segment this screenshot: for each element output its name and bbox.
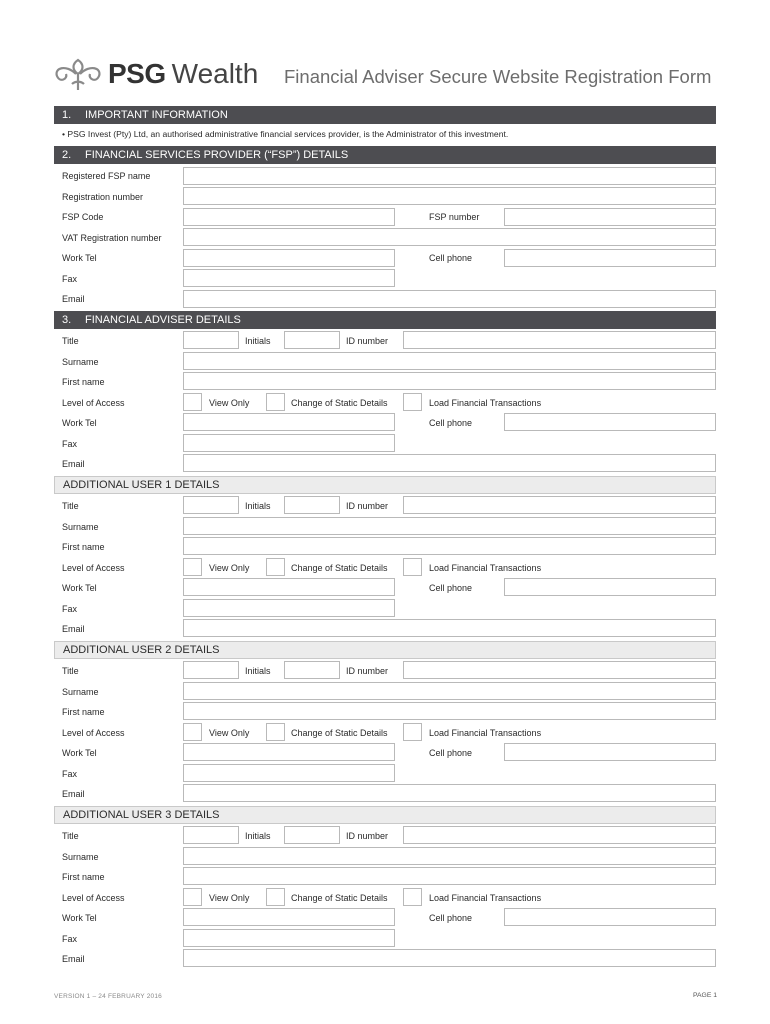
user3-title-field[interactable] bbox=[183, 826, 239, 844]
fsp-cell-phone-field[interactable] bbox=[504, 249, 716, 267]
user1-label-work-tel: Work Tel bbox=[62, 583, 97, 593]
section-number: 2. bbox=[62, 149, 72, 161]
user1-surname-field[interactable] bbox=[183, 517, 716, 535]
registration-number-field[interactable] bbox=[183, 187, 716, 205]
user1-id-number-field[interactable] bbox=[403, 496, 716, 514]
adviser-label-change-static: Change of Static Details bbox=[291, 397, 388, 408]
user1-label-load-transactions: Load Financial Transactions bbox=[429, 562, 542, 573]
adviser-label-cell-phone: Cell phone bbox=[429, 418, 473, 428]
adviser-first-name-field[interactable] bbox=[183, 372, 716, 390]
adviser-label-load-transactions: Load Financial Transactions bbox=[429, 397, 542, 408]
user2-view-only-checkbox[interactable] bbox=[183, 723, 202, 741]
adviser-label-surname: Surname bbox=[62, 356, 99, 367]
adviser-label-email: Email bbox=[62, 459, 85, 469]
user3-label-surname: Surname bbox=[62, 851, 99, 862]
user2-first-name-field[interactable] bbox=[183, 702, 716, 720]
user3-label-initials: Initials bbox=[245, 831, 271, 841]
user3-load-transactions-checkbox[interactable] bbox=[403, 888, 422, 906]
label-work-tel: Work Tel bbox=[62, 253, 97, 263]
adviser-title-field[interactable] bbox=[183, 331, 239, 349]
user3-label-level-of-access: Level of Access bbox=[62, 892, 125, 903]
label-fax: Fax bbox=[62, 274, 78, 284]
user2-label-initials: Initials bbox=[245, 666, 271, 676]
user3-label-title: Title bbox=[62, 831, 79, 841]
adviser-label-initials: Initials bbox=[245, 336, 271, 346]
adviser-label-view-only: View Only bbox=[209, 397, 250, 408]
label-email: Email bbox=[62, 294, 85, 304]
user2-surname-field[interactable] bbox=[183, 682, 716, 700]
label-vat-registration-number: VAT Registration number bbox=[62, 233, 162, 243]
section-fsp-details bbox=[54, 146, 716, 164]
adviser-label-fax: Fax bbox=[62, 438, 78, 449]
user2-label-fax: Fax bbox=[62, 768, 78, 779]
user2-label-surname: Surname bbox=[62, 686, 99, 697]
user2-label-view-only: View Only bbox=[209, 727, 250, 738]
adviser-label-title: Title bbox=[62, 336, 79, 346]
psg-emblem-icon bbox=[52, 54, 106, 94]
fsp-number-field[interactable] bbox=[504, 208, 716, 226]
section-important-information bbox=[54, 106, 716, 124]
user1-work-tel-field[interactable] bbox=[183, 578, 395, 596]
user1-cell-phone-field[interactable] bbox=[504, 578, 716, 596]
user2-label-load-transactions: Load Financial Transactions bbox=[429, 727, 542, 738]
adviser-id-number-field[interactable] bbox=[403, 331, 716, 349]
user3-cell-phone-field[interactable] bbox=[504, 908, 716, 926]
page-number: PAGE 1 bbox=[693, 992, 718, 999]
user3-label-first-name: First name bbox=[62, 872, 105, 882]
adviser-label-level-of-access: Level of Access bbox=[62, 397, 125, 408]
user1-label-level-of-access: Level of Access bbox=[62, 562, 125, 573]
user3-label-fax: Fax bbox=[62, 933, 78, 944]
label-fsp-number: FSP number bbox=[429, 212, 480, 222]
user3-label-load-transactions: Load Financial Transactions bbox=[429, 892, 542, 903]
user3-email-field[interactable] bbox=[183, 949, 716, 967]
user2-label-cell-phone: Cell phone bbox=[429, 748, 473, 758]
user3-fax-field[interactable] bbox=[183, 929, 395, 947]
section-number: 3. bbox=[62, 314, 72, 326]
label-registration-number: Registration number bbox=[62, 192, 144, 202]
adviser-work-tel-field[interactable] bbox=[183, 413, 395, 431]
adviser-label-first-name: First name bbox=[62, 377, 105, 387]
user2-label-change-static: Change of Static Details bbox=[291, 727, 388, 738]
user3-label-work-tel: Work Tel bbox=[62, 913, 97, 923]
user1-label-change-static: Change of Static Details bbox=[291, 562, 388, 573]
user3-first-name-field[interactable] bbox=[183, 867, 716, 885]
label-cell-phone: Cell phone bbox=[429, 253, 473, 263]
user2-fax-field[interactable] bbox=[183, 764, 395, 782]
user2-load-transactions-checkbox[interactable] bbox=[403, 723, 422, 741]
important-info-text: • PSG Invest (Pty) Ltd, an authorised administrative financial services provider, is the Administrator of this investment. bbox=[62, 129, 509, 139]
user3-label-cell-phone: Cell phone bbox=[429, 913, 473, 923]
user3-view-only-checkbox[interactable] bbox=[183, 888, 202, 906]
user1-change-static-checkbox[interactable] bbox=[266, 558, 285, 576]
brand-wealth: Wealth bbox=[171, 58, 259, 89]
user1-first-name-field[interactable] bbox=[183, 537, 716, 555]
user1-label-title: Title bbox=[62, 501, 79, 511]
user1-label-fax: Fax bbox=[62, 603, 78, 614]
fsp-work-tel-field[interactable] bbox=[183, 249, 395, 267]
vat-registration-number-field[interactable] bbox=[183, 228, 716, 246]
user1-label-id-number: ID number bbox=[346, 501, 389, 511]
section-title: IMPORTANT INFORMATION bbox=[85, 109, 228, 121]
user3-label-email: Email bbox=[62, 954, 85, 964]
user2-label-title: Title bbox=[62, 666, 79, 676]
user3-id-number-field[interactable] bbox=[403, 826, 716, 844]
user3-label-view-only: View Only bbox=[209, 892, 250, 903]
user3-surname-field[interactable] bbox=[183, 847, 716, 865]
user1-label-cell-phone: Cell phone bbox=[429, 583, 473, 593]
brand-psg: PSG bbox=[108, 58, 166, 89]
user2-cell-phone-field[interactable] bbox=[504, 743, 716, 761]
user2-change-static-checkbox[interactable] bbox=[266, 723, 285, 741]
user1-email-field[interactable] bbox=[183, 619, 716, 637]
user1-label-view-only: View Only bbox=[209, 562, 250, 573]
user1-title-field[interactable] bbox=[183, 496, 239, 514]
psg-logo bbox=[52, 54, 258, 94]
user1-initials-field[interactable] bbox=[284, 496, 340, 514]
fsp-fax-field[interactable] bbox=[183, 269, 395, 287]
adviser-surname-field[interactable] bbox=[183, 352, 716, 370]
user1-label-surname: Surname bbox=[62, 521, 99, 532]
section-title: FINANCIAL SERVICES PROVIDER (“FSP”) DETAILS bbox=[85, 149, 349, 161]
section-financial-adviser-details bbox=[54, 311, 716, 329]
user2-title-field[interactable] bbox=[183, 661, 239, 679]
user2-label-first-name: First name bbox=[62, 707, 105, 717]
adviser-email-field[interactable] bbox=[183, 454, 716, 472]
adviser-label-work-tel: Work Tel bbox=[62, 418, 97, 428]
adviser-fax-field[interactable] bbox=[183, 434, 395, 452]
user1-view-only-checkbox[interactable] bbox=[183, 558, 202, 576]
user1-load-transactions-checkbox[interactable] bbox=[403, 558, 422, 576]
section-number: 1. bbox=[62, 109, 72, 121]
label-registered-fsp-name: Registered FSP name bbox=[62, 171, 151, 181]
user1-label-first-name: First name bbox=[62, 542, 105, 552]
user3-label-id-number: ID number bbox=[346, 831, 389, 841]
user2-label-id-number: ID number bbox=[346, 666, 389, 676]
user2-work-tel-field[interactable] bbox=[183, 743, 395, 761]
user2-initials-field[interactable] bbox=[284, 661, 340, 679]
form-title: Financial Adviser Secure Website Registration Form bbox=[284, 66, 712, 87]
adviser-change-static-checkbox[interactable] bbox=[266, 393, 285, 411]
section-title: FINANCIAL ADVISER DETAILS bbox=[85, 314, 241, 326]
user2-label-work-tel: Work Tel bbox=[62, 748, 97, 758]
user3-label-change-static: Change of Static Details bbox=[291, 892, 388, 903]
user2-email-field[interactable] bbox=[183, 784, 716, 802]
version-footer: VERSION 1 – 24 FEBRUARY 2016 bbox=[54, 993, 162, 1000]
adviser-initials-field[interactable] bbox=[284, 331, 340, 349]
user3-initials-field[interactable] bbox=[284, 826, 340, 844]
user2-id-number-field[interactable] bbox=[403, 661, 716, 679]
fsp-code-field[interactable] bbox=[183, 208, 395, 226]
label-fsp-code: FSP Code bbox=[62, 212, 104, 222]
section-user1-details: ADDITIONAL USER 1 DETAILS bbox=[54, 476, 716, 494]
registered-fsp-name-field[interactable] bbox=[183, 167, 716, 185]
user3-change-static-checkbox[interactable] bbox=[266, 888, 285, 906]
user1-label-initials: Initials bbox=[245, 501, 271, 511]
adviser-load-transactions-checkbox[interactable] bbox=[403, 393, 422, 411]
section-user3-details: ADDITIONAL USER 3 DETAILS bbox=[54, 806, 716, 824]
section-user2-details: ADDITIONAL USER 2 DETAILS bbox=[54, 641, 716, 659]
user2-label-level-of-access: Level of Access bbox=[62, 727, 125, 738]
user3-work-tel-field[interactable] bbox=[183, 908, 395, 926]
user2-label-email: Email bbox=[62, 789, 85, 799]
user1-label-email: Email bbox=[62, 624, 85, 634]
fsp-email-field[interactable] bbox=[183, 290, 716, 308]
adviser-cell-phone-field[interactable] bbox=[504, 413, 716, 431]
user1-fax-field[interactable] bbox=[183, 599, 395, 617]
adviser-label-id-number: ID number bbox=[346, 336, 389, 346]
adviser-view-only-checkbox[interactable] bbox=[183, 393, 202, 411]
